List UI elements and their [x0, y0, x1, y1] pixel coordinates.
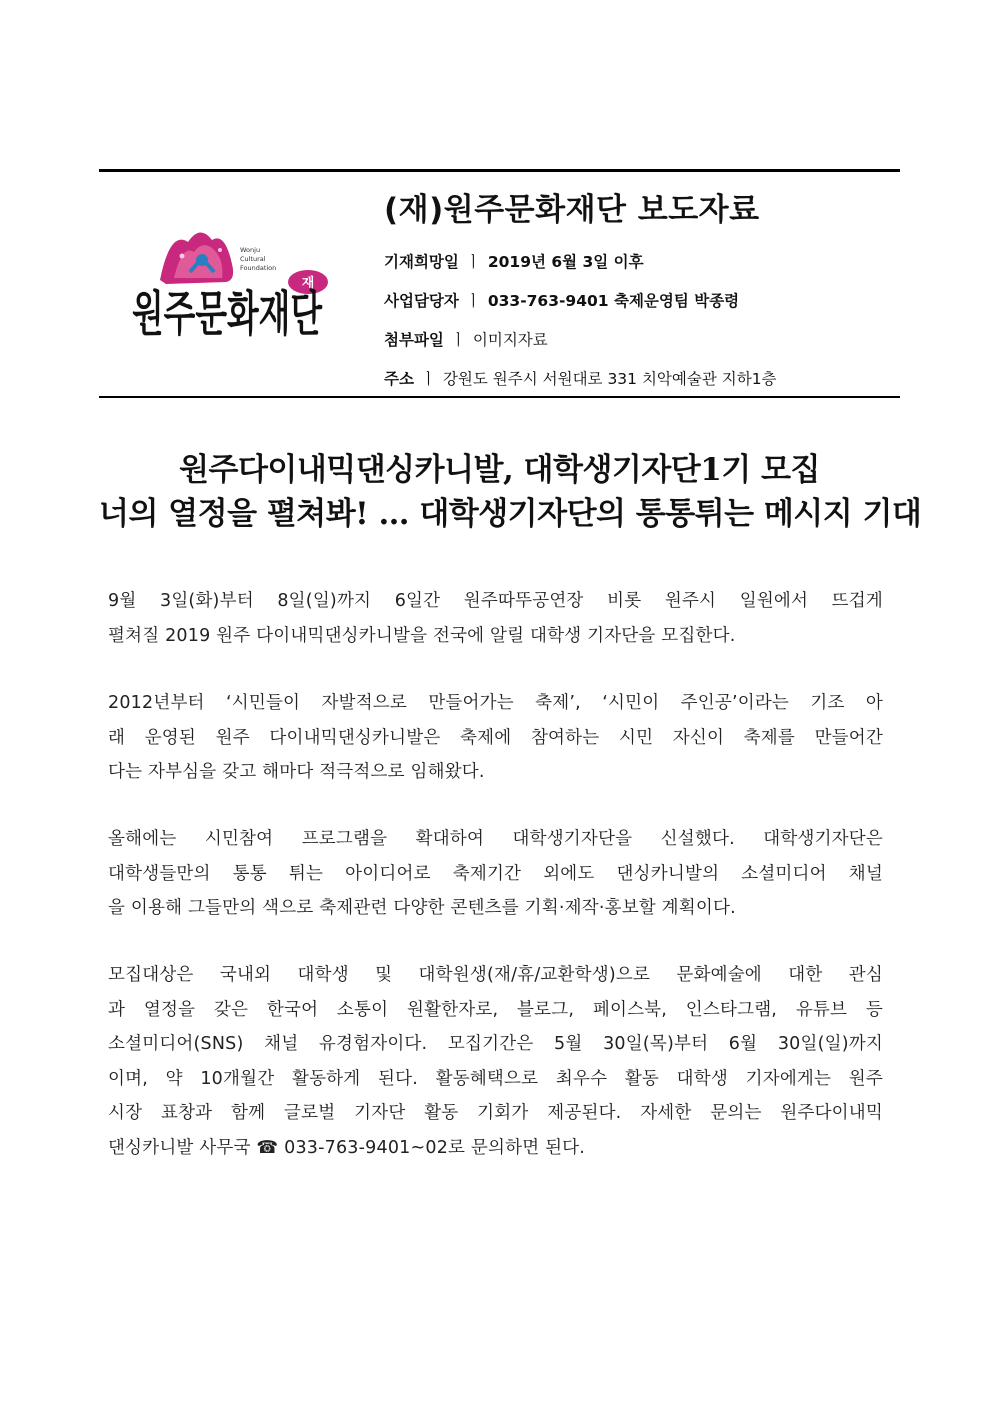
org-title: (재)원주문화재단 보도자료	[384, 192, 760, 228]
headline-main: 원주다이내믹댄싱카니발, 대학생기자단1기 모집	[179, 452, 820, 488]
info-row-date	[384, 250, 644, 272]
paragraph-line: 9월 3일(화)부터 8일(일)까지 6일간 원주따뚜공연장 비롯 원주시 일원에서 뜨겁게	[108, 591, 883, 611]
paragraph-line: 과 열정을 갖은 한국어 소통이 원활한자로, 블로그, 페이스북, 인스타그램, 유튜브 등	[108, 999, 883, 1020]
info-value: 033-763-9401 축제운영팀 박종령	[487, 292, 740, 310]
logo-small-text-2: Cultural	[240, 255, 266, 263]
info-row-attachment	[384, 328, 548, 350]
paragraph-line: 올해에는 시민참여 프로그램을 확대하여 대학생기자단을 신설했다. 대학생기자단은	[108, 829, 883, 849]
info-row-contact	[384, 289, 739, 311]
paragraph-line: 시장 표창과 함께 글로벌 기자단 활동 기회가 제공된다. 자세한 문의는 원주다이내믹	[108, 1103, 883, 1123]
paragraph-3	[108, 822, 883, 926]
paragraph-line: 다는 자부심을 갖고 해마다 적극적으로 임해왔다.	[108, 762, 485, 782]
top-rule	[99, 169, 900, 172]
info-key: 주소	[384, 370, 414, 388]
logo-wordmark: 원주문화재단	[132, 286, 323, 342]
logo-small-text-1: Wonju	[240, 246, 261, 254]
logo-small-text-3: Foundation	[240, 264, 277, 272]
info-value: 강원도 원주시 서원대로 331 치악예술관 지하1층	[442, 370, 777, 388]
info-key: 사업담당자	[384, 292, 459, 310]
info-separator: ㅣ	[465, 292, 481, 310]
bottom-rule	[99, 396, 900, 398]
paragraph-line: 이며, 약 10개월간 활동하게 된다. 활동혜택으로 최우수 활동 대학생 기자에게는 원주	[108, 1068, 883, 1089]
foundation-logo	[130, 222, 335, 352]
info-key: 첨부파일	[384, 331, 444, 349]
info-row-address	[384, 367, 777, 389]
paragraph-line: 모집대상은 국내외 대학생 및 대학원생(재/휴/교환학생)으로 문화예술에 대한 관심	[108, 965, 883, 985]
info-value: 2019년 6월 3일 이후	[487, 253, 644, 271]
paragraph-line: 소셜미디어(SNS) 채널 유경험자이다. 모집기간은 5월 30일(목)부터 6월 30일(일)까지	[108, 1034, 883, 1054]
paragraph-line: 래 운영된 원주 다이내믹댄싱카니발은 축제에 참여하는 시민 자신이 축제를 만들어간	[108, 727, 883, 748]
logo-graphic	[130, 222, 335, 352]
info-value: 이미지자료	[472, 331, 548, 349]
paragraph-line: 2012년부터 ‘시민들이 자발적으로 만들어가는 축제’, ‘시민이 주인공’이라는 기조 아	[108, 693, 883, 713]
logo-badge: 재	[301, 276, 315, 291]
paragraph-line: 대학생들만의 통통 튀는 아이디어로 축제기간 외에도 댄싱카니발의 소셜미디어 채널	[108, 863, 883, 884]
paragraph-line: 을 이용해 그들만의 색으로 축제관련 다양한 콘텐츠를 기획·제작·홍보할 계획이다.	[108, 898, 736, 918]
headline-sub: 너의 열정을 펼쳐봐! … 대학생기자단의 통통튀는 메시지 기대	[99, 496, 922, 532]
info-separator: ㅣ	[465, 253, 481, 271]
paragraph-4	[108, 958, 883, 1165]
paragraph-1	[108, 584, 883, 653]
paragraph-2	[108, 686, 883, 790]
info-separator: ㅣ	[420, 370, 436, 388]
info-key: 기재희망일	[384, 253, 459, 271]
paragraph-line: 댄싱카니발 사무국 ☎ 033-763-9401~02로 문의하면 된다.	[108, 1137, 586, 1158]
paragraph-line: 펼쳐질 2019 원주 다이내믹댄싱카니발을 전국에 알릴 대학생 기자단을 모집한다.	[108, 625, 736, 646]
info-separator: ㅣ	[450, 331, 466, 349]
